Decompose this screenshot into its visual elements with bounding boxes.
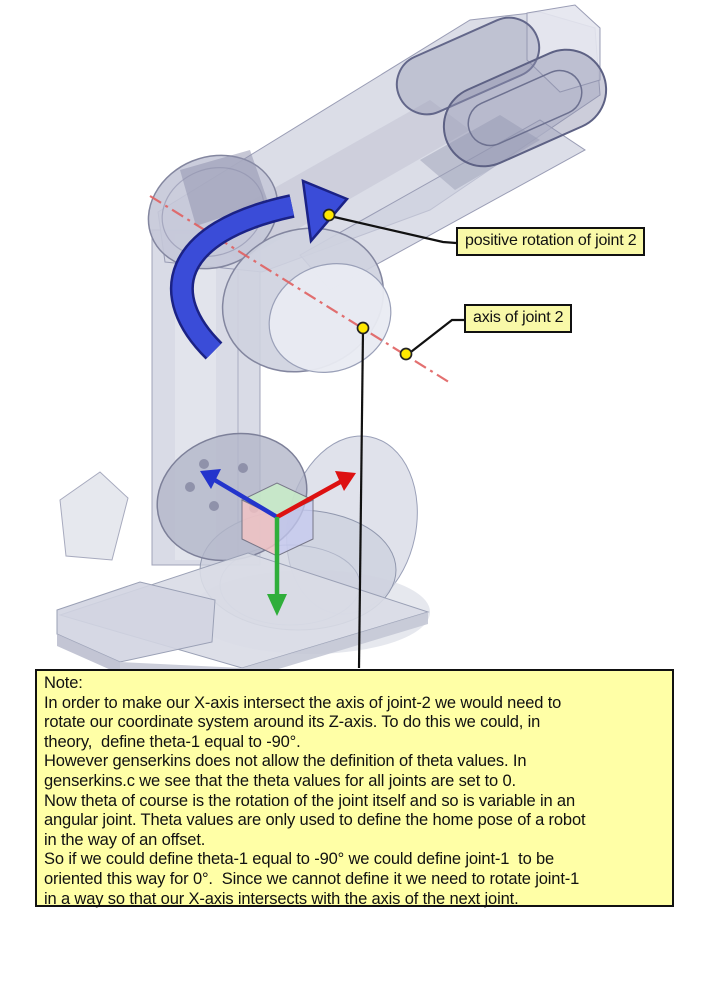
note-line: Now theta of course is the rotation of the joint itself and so is variable in an (44, 791, 575, 810)
note-box (35, 669, 674, 907)
note-line: genserkins.c we see that the theta values for all joints are set to 0. (44, 771, 516, 790)
callout-positive-rotation (456, 227, 645, 256)
connector-axis-label (407, 320, 464, 355)
callout-positive-rotation-label: positive rotation of joint 2 (465, 232, 637, 249)
note-line: So if we could define theta-1 equal to -90° we could define joint-1 to be (44, 850, 555, 869)
note-line: In order to make our X-axis intersect the axis of joint-2 we would need to (44, 693, 562, 712)
base-bracket (60, 472, 128, 560)
note-line: in the way of an offset. (44, 830, 206, 849)
note-line: However genserkins does not allow the definition of theta values. In (44, 752, 527, 771)
robot-arm (57, 5, 619, 680)
note-line: Note: (44, 674, 83, 692)
note-line: theory, define theta-1 equal to -90°. (44, 732, 301, 751)
note-line: angular joint. Theta values are only used to define the home pose of a robot (44, 811, 586, 830)
note-line: oriented this way for 0°. Since we cannot define it we need to rotate joint-1 (44, 869, 580, 888)
marker-rotation-dot (324, 210, 335, 221)
note-line: in a way so that our X-axis intersects with the axis of the next joint. (44, 889, 519, 908)
callout-axis-of-joint2 (464, 304, 572, 333)
callout-axis-of-joint2-label: axis of joint 2 (473, 309, 564, 326)
marker-axis-dot-far (401, 349, 412, 360)
note-line: rotate our coordinate system around its Z-axis. To do this we could, in (44, 713, 541, 732)
marker-axis-dot-near (358, 323, 369, 334)
